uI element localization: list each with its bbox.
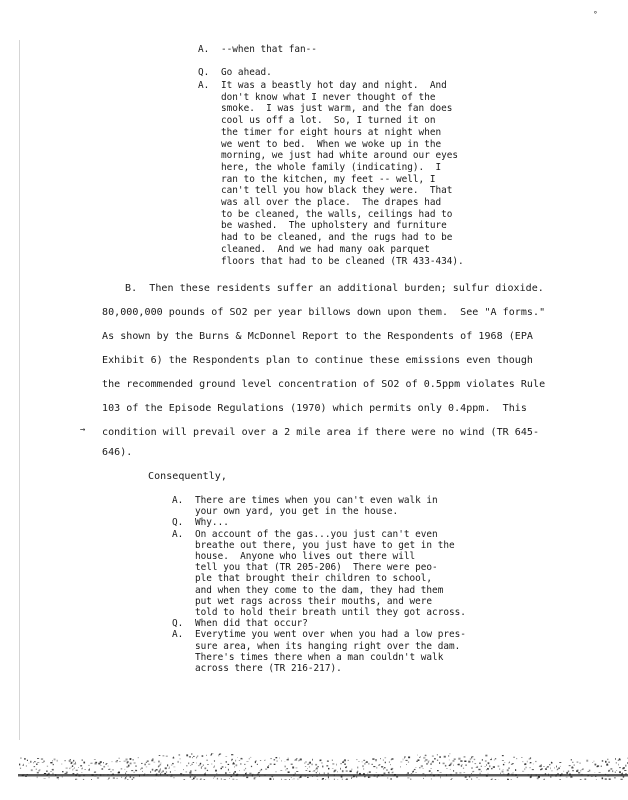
testimony-line: put wet rags across their mouths, and were [195, 595, 433, 607]
page-corner-mark: ° [593, 10, 598, 19]
body-line: the recommended ground level concentration of SO2 of 0.5ppm violates Rule [102, 379, 546, 390]
body-line: 103 of the Episode Regulations (1970) which permits only 0.4ppm. This [102, 403, 527, 414]
testimony-line: we went to bed. When we woke up in the [221, 138, 442, 150]
testimony-line: across there (TR 216-217). [195, 663, 342, 674]
testimony-line: It was a beastly hot day and night. And [221, 80, 447, 91]
scan-edge-noise [18, 744, 628, 780]
testimony-line: don't know what I never thought of the [221, 91, 436, 103]
testimony-line: cleaned. And we had many oak parquet [221, 243, 430, 255]
testimony-line: cool us off a lot. So, I turned it on [221, 115, 436, 127]
body-line: As shown by the Burns & McDonnel Report to the Respondents of 1968 (EPA [102, 331, 534, 342]
consequently-text: Consequently, [148, 471, 227, 482]
body-line: Exhibit 6) the Respondents plan to continue these emissions even though [102, 355, 534, 366]
testimony-line: floors that had to be cleaned (TR 433-434). [221, 255, 464, 267]
testimony-line: ple that brought their children to school, [195, 573, 433, 585]
testimony-line: and when they come to the dam, they had them [195, 584, 444, 596]
speaker-label: A. [172, 629, 184, 641]
testimony-line: morning, we just had white around our eyes [221, 150, 459, 162]
testimony-line: here, the whole family (indicating). I [221, 161, 442, 173]
testimony-line: Go ahead. [221, 67, 272, 78]
testimony-line: There's times there when a man couldn't walk [195, 651, 444, 663]
body-line: B. Then these residents suffer an additional burden; sulfur dioxide. [125, 283, 544, 294]
testimony-line: ran to the kitchen, my feet -- well, I [221, 173, 436, 185]
speaker-label: A. [198, 44, 210, 55]
body-line: 80,000,000 pounds of SO2 per year billows down upon them. See "A forms." [102, 307, 546, 318]
testimony-line: told to hold their breath until they got across. [195, 607, 466, 618]
testimony-line: was all over the place. The drapes had [221, 197, 442, 208]
speaker-label: Q. [172, 517, 184, 529]
speaker-label: Q. [198, 67, 210, 78]
testimony-line: Why... [195, 517, 229, 529]
testimony-line: be washed. The upholstery and furniture [221, 220, 447, 232]
left-scan-edge [19, 40, 20, 740]
testimony-line: sure area, when its hanging right over the dam. [195, 640, 461, 652]
testimony-line: can't tell you how black they were. That [221, 185, 453, 197]
testimony-line: --when that fan-- [221, 44, 317, 55]
speaker-label: A. [172, 495, 184, 506]
testimony-line: your own yard, you get in the house. [195, 506, 399, 518]
speaker-label: A. [198, 80, 210, 91]
testimony-line: tell you that (TR 205-206) There were peo- [195, 562, 438, 574]
testimony-line: smoke. I was just warm, and the fan does [221, 103, 453, 115]
testimony-line: had to be cleaned, and the rugs had to be [221, 232, 453, 244]
testimony-line: When did that occur? [195, 618, 308, 630]
speaker-label: A. [172, 528, 184, 540]
testimony-line: Everytime you went over when you had a low pres- [195, 629, 466, 641]
margin-arrow-mark: → [80, 425, 86, 435]
speaker-label: Q. [172, 618, 184, 630]
testimony-line: the timer for eight hours at night when [221, 126, 442, 138]
testimony-line: On account of the gas...you just can't even [195, 528, 438, 540]
testimony-line: to be cleaned, the walls, ceilings had to [221, 208, 453, 220]
testimony-line: breathe out there, you just have to get in the [195, 539, 455, 551]
testimony-line: There are times when you can't even walk in [195, 495, 438, 506]
body-line: condition will prevail over a 2 mile area if there were no wind (TR 645- [102, 427, 540, 438]
body-line: 646). [102, 447, 133, 458]
testimony-line: house. Anyone who lives out there will [195, 551, 416, 562]
